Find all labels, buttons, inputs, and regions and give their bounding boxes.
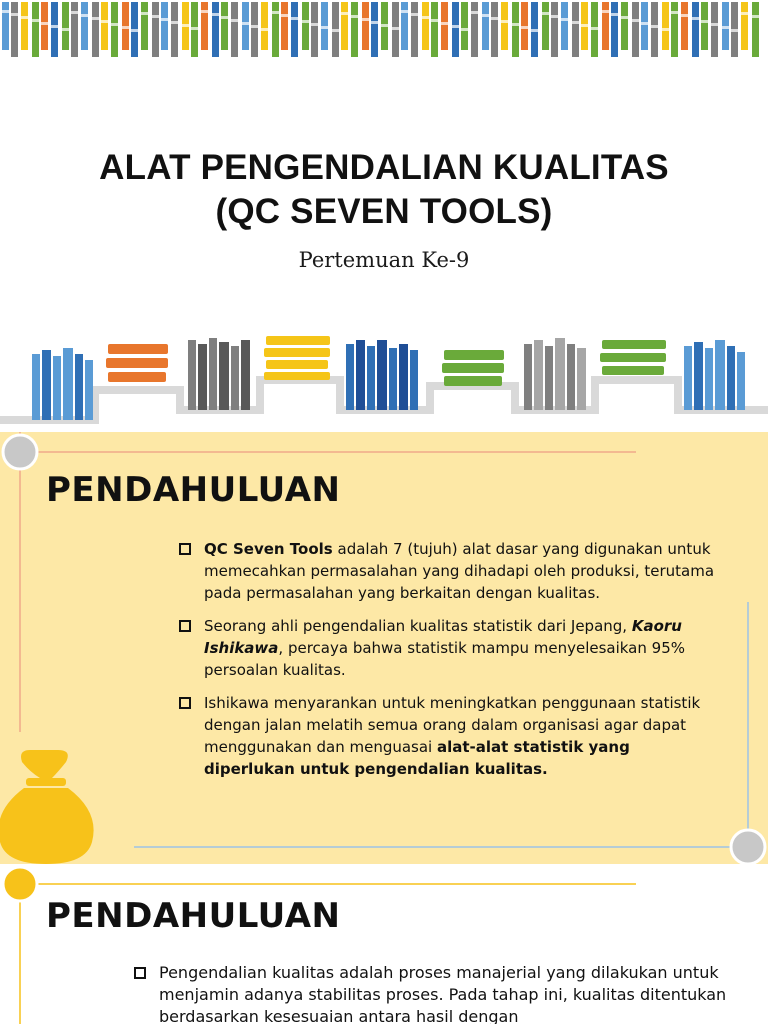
book-spine-band bbox=[201, 10, 208, 13]
book-spine-band bbox=[422, 16, 429, 19]
book-spine bbox=[741, 2, 748, 50]
book-spine bbox=[501, 2, 508, 50]
book-spine bbox=[471, 2, 478, 57]
books-gray bbox=[188, 338, 250, 410]
book-spine bbox=[602, 2, 609, 50]
book-spine-band bbox=[632, 19, 639, 22]
list-item bbox=[133, 962, 733, 1024]
book-spine-band bbox=[161, 18, 168, 21]
book-spine-band bbox=[242, 22, 249, 25]
book-spine bbox=[32, 2, 39, 57]
book-spine-band bbox=[701, 20, 708, 23]
book-spine-band bbox=[572, 21, 579, 24]
book-spine-band bbox=[711, 23, 718, 26]
gray-circle-bottom-right bbox=[731, 830, 765, 864]
book-spine bbox=[542, 2, 549, 50]
book-spine-band bbox=[141, 12, 148, 15]
book-spine bbox=[281, 2, 288, 50]
book-spine bbox=[561, 2, 568, 50]
book-spine bbox=[411, 2, 418, 57]
book-spine-band bbox=[191, 27, 198, 30]
book-spine bbox=[641, 2, 648, 50]
list-item bbox=[178, 692, 718, 780]
bookshelf-illustration bbox=[0, 330, 768, 432]
book-spine-band bbox=[272, 11, 279, 14]
book-spine bbox=[692, 2, 699, 57]
book-spine-band bbox=[362, 18, 369, 21]
book-spine-band bbox=[512, 23, 519, 26]
book-spine bbox=[341, 2, 348, 50]
book-spine bbox=[302, 2, 309, 50]
book-spine bbox=[401, 2, 408, 50]
book-spine bbox=[81, 2, 88, 50]
book-spine-band bbox=[452, 25, 459, 28]
book-spine-band bbox=[662, 28, 669, 31]
book-spine bbox=[621, 2, 628, 50]
book-spine-band bbox=[401, 10, 408, 13]
book-spine-band bbox=[471, 11, 478, 14]
slide3-bullet-list bbox=[133, 962, 733, 1024]
book-spine bbox=[662, 2, 669, 50]
checkbox-bullet-icon bbox=[134, 967, 146, 979]
gray-circle-top-left bbox=[3, 435, 37, 469]
books-blue bbox=[346, 340, 418, 410]
list-item bbox=[178, 538, 718, 604]
book-spine-band bbox=[621, 16, 628, 19]
book-spine bbox=[461, 2, 468, 50]
book-spine bbox=[221, 2, 228, 50]
book-spine-band bbox=[221, 16, 228, 19]
books-orange-stack bbox=[106, 344, 168, 382]
book-spine-band bbox=[431, 19, 438, 22]
book-spine bbox=[551, 2, 558, 57]
bullet-text: adalah 7 (tujuh) alat dasar yang digunakan untuk memecahkan permasalahan yang dihadapi oleh produksi, terutama pada permasalahan yang berkaitan dengan kualitas. bbox=[204, 540, 715, 602]
slide3-heading: PENDAHULUAN bbox=[46, 896, 341, 936]
book-spine-band bbox=[131, 29, 138, 32]
bullet-text: Pengendalian kualitas adalah proses manajerial yang dilakukan untuk menjamin adanya stabilitas proses. Pada tahap ini, kualitas ditentukan berdasarkan kesesuaian antara hasil dengan bbox=[159, 963, 727, 1024]
book-spine-band bbox=[21, 16, 28, 19]
book-spine-band bbox=[152, 15, 159, 18]
bullet-bold-lead: QC Seven Tools bbox=[204, 540, 333, 558]
book-spine bbox=[422, 2, 429, 50]
book-spine bbox=[101, 2, 108, 50]
book-spine bbox=[212, 2, 219, 57]
book-spine-band bbox=[411, 13, 418, 16]
book-spine bbox=[2, 2, 9, 50]
book-spine bbox=[111, 2, 118, 57]
book-spine bbox=[371, 2, 378, 57]
book-spine-band bbox=[501, 20, 508, 23]
book-spine bbox=[41, 2, 48, 50]
book-spine bbox=[261, 2, 268, 50]
book-spine-band bbox=[681, 14, 688, 17]
book-spine bbox=[572, 2, 579, 57]
book-spine-band bbox=[392, 27, 399, 30]
book-spine bbox=[711, 2, 718, 57]
book-spine bbox=[152, 2, 159, 57]
book-spine bbox=[231, 2, 238, 57]
books-green-stack bbox=[442, 350, 504, 386]
book-spine-band bbox=[741, 12, 748, 15]
book-spine bbox=[681, 2, 688, 50]
book-spine bbox=[272, 2, 279, 57]
bullet-text-before: Seorang ahli pengendalian kualitas statistik dari Jepang, bbox=[204, 617, 632, 635]
book-spine-band bbox=[381, 24, 388, 27]
book-spine bbox=[452, 2, 459, 57]
book-spine bbox=[242, 2, 249, 50]
book-spine bbox=[51, 2, 58, 57]
book-spine-band bbox=[542, 12, 549, 15]
books-light-blue-left bbox=[32, 348, 93, 420]
book-spine bbox=[752, 2, 759, 57]
book-spine-band bbox=[371, 21, 378, 24]
checkbox-bullet-icon bbox=[179, 620, 191, 632]
book-spine-band bbox=[491, 17, 498, 20]
book-spine-band bbox=[291, 17, 298, 20]
intro-slide-2 bbox=[0, 864, 768, 1024]
book-spine-band bbox=[212, 13, 219, 16]
books-yellow-stack bbox=[264, 336, 330, 380]
book-spine-band bbox=[641, 22, 648, 25]
yellow-circle-top-left bbox=[3, 867, 37, 901]
checkbox-bullet-icon bbox=[179, 543, 191, 555]
bullet-text: Ishikawa menyarankan untuk meningkatkan penggunaan statistik dengan jalan melatih semua orang dalam organisasi agar dapat menggunakan dan menguasai bbox=[204, 694, 701, 756]
book-spine-band bbox=[111, 23, 118, 26]
slide-title bbox=[0, 146, 768, 234]
book-spine-band bbox=[551, 15, 558, 18]
book-spine-band bbox=[231, 19, 238, 22]
book-spine-band bbox=[351, 15, 358, 18]
book-spine bbox=[171, 2, 178, 57]
book-spine bbox=[161, 2, 168, 50]
book-spine-band bbox=[281, 14, 288, 17]
book-spine-band bbox=[92, 17, 99, 20]
book-spine-band bbox=[71, 11, 78, 14]
book-spine-band bbox=[332, 29, 339, 32]
book-spine-band bbox=[171, 21, 178, 24]
book-spine-band bbox=[671, 11, 678, 14]
book-spine-band bbox=[32, 19, 39, 22]
book-spine-band bbox=[341, 12, 348, 15]
book-spine bbox=[351, 2, 358, 57]
title-slide bbox=[0, 0, 768, 432]
checkbox-bullet-icon bbox=[179, 697, 191, 709]
book-spine bbox=[291, 2, 298, 57]
book-spine-band bbox=[731, 29, 738, 32]
book-spine bbox=[311, 2, 318, 57]
bullet-italic-name: Kaoru Ishikawa bbox=[204, 617, 682, 657]
book-spine bbox=[21, 2, 28, 50]
book-spine bbox=[431, 2, 438, 57]
book-spine-band bbox=[591, 27, 598, 30]
books-gray-right bbox=[524, 338, 586, 410]
book-spine-band bbox=[41, 22, 48, 25]
book-spine-band bbox=[62, 28, 69, 31]
book-spine-band bbox=[531, 29, 538, 32]
book-spine-band bbox=[651, 25, 658, 28]
book-spine-band bbox=[581, 24, 588, 27]
book-spine bbox=[441, 2, 448, 50]
book-spine bbox=[671, 2, 678, 57]
book-spine bbox=[201, 2, 208, 50]
book-spine-band bbox=[261, 28, 268, 31]
book-spine bbox=[362, 2, 369, 50]
book-spine-band bbox=[182, 24, 189, 27]
slide2-bullet-list bbox=[178, 538, 718, 791]
book-spine bbox=[632, 2, 639, 57]
book-spine-band bbox=[311, 23, 318, 26]
book-spine bbox=[482, 2, 489, 50]
book-spine-band bbox=[561, 18, 568, 21]
book-spine bbox=[701, 2, 708, 50]
book-spine bbox=[251, 2, 258, 57]
book-spine-band bbox=[521, 26, 528, 29]
title-line-2: (QC SEVEN TOOLS) bbox=[215, 192, 553, 231]
book-spine bbox=[491, 2, 498, 57]
book-spine-band bbox=[2, 10, 9, 13]
book-spine bbox=[512, 2, 519, 57]
slide-subtitle: Pertemuan Ke-9 bbox=[298, 248, 470, 272]
book-spine bbox=[651, 2, 658, 57]
book-spine-band bbox=[251, 25, 258, 28]
book-spine-band bbox=[122, 26, 129, 29]
book-spine-band bbox=[11, 13, 18, 16]
book-spine bbox=[611, 2, 618, 57]
book-spine-band bbox=[611, 13, 618, 16]
title-line-1: ALAT PENGENDALIAN KUALITAS bbox=[99, 148, 669, 187]
slide2-heading: PENDAHULUAN bbox=[46, 470, 341, 510]
book-spine-band bbox=[441, 22, 448, 25]
book-spine-band bbox=[692, 17, 699, 20]
intro-slide bbox=[0, 432, 768, 864]
book-spine-band bbox=[461, 28, 468, 31]
book-spine-band bbox=[81, 14, 88, 17]
bullet-text-after: , percaya bahwa statistik mampu menyelesaikan 95% persoalan kualitas. bbox=[204, 639, 685, 679]
book-spine bbox=[92, 2, 99, 57]
book-spine bbox=[71, 2, 78, 57]
books-green-stack-right bbox=[600, 340, 666, 375]
bullet-bold-tail: alat-alat statistik yang diperlukan untuk pengendalian kualitas. bbox=[204, 738, 630, 778]
book-spine-band bbox=[51, 25, 58, 28]
books-light-blue-right bbox=[684, 340, 745, 410]
book-spine-band bbox=[482, 14, 489, 17]
book-spine-band bbox=[602, 10, 609, 13]
book-spine-band bbox=[752, 15, 759, 18]
book-spine-band bbox=[722, 26, 729, 29]
book-spine-band bbox=[101, 20, 108, 23]
book-spine bbox=[141, 2, 148, 50]
money-bag-icon bbox=[0, 750, 94, 864]
book-spine-band bbox=[302, 20, 309, 23]
book-spine bbox=[62, 2, 69, 50]
book-spine bbox=[11, 2, 18, 57]
list-item bbox=[178, 615, 718, 681]
top-bookshelf-border bbox=[0, 0, 768, 66]
book-spine-band bbox=[321, 26, 328, 29]
